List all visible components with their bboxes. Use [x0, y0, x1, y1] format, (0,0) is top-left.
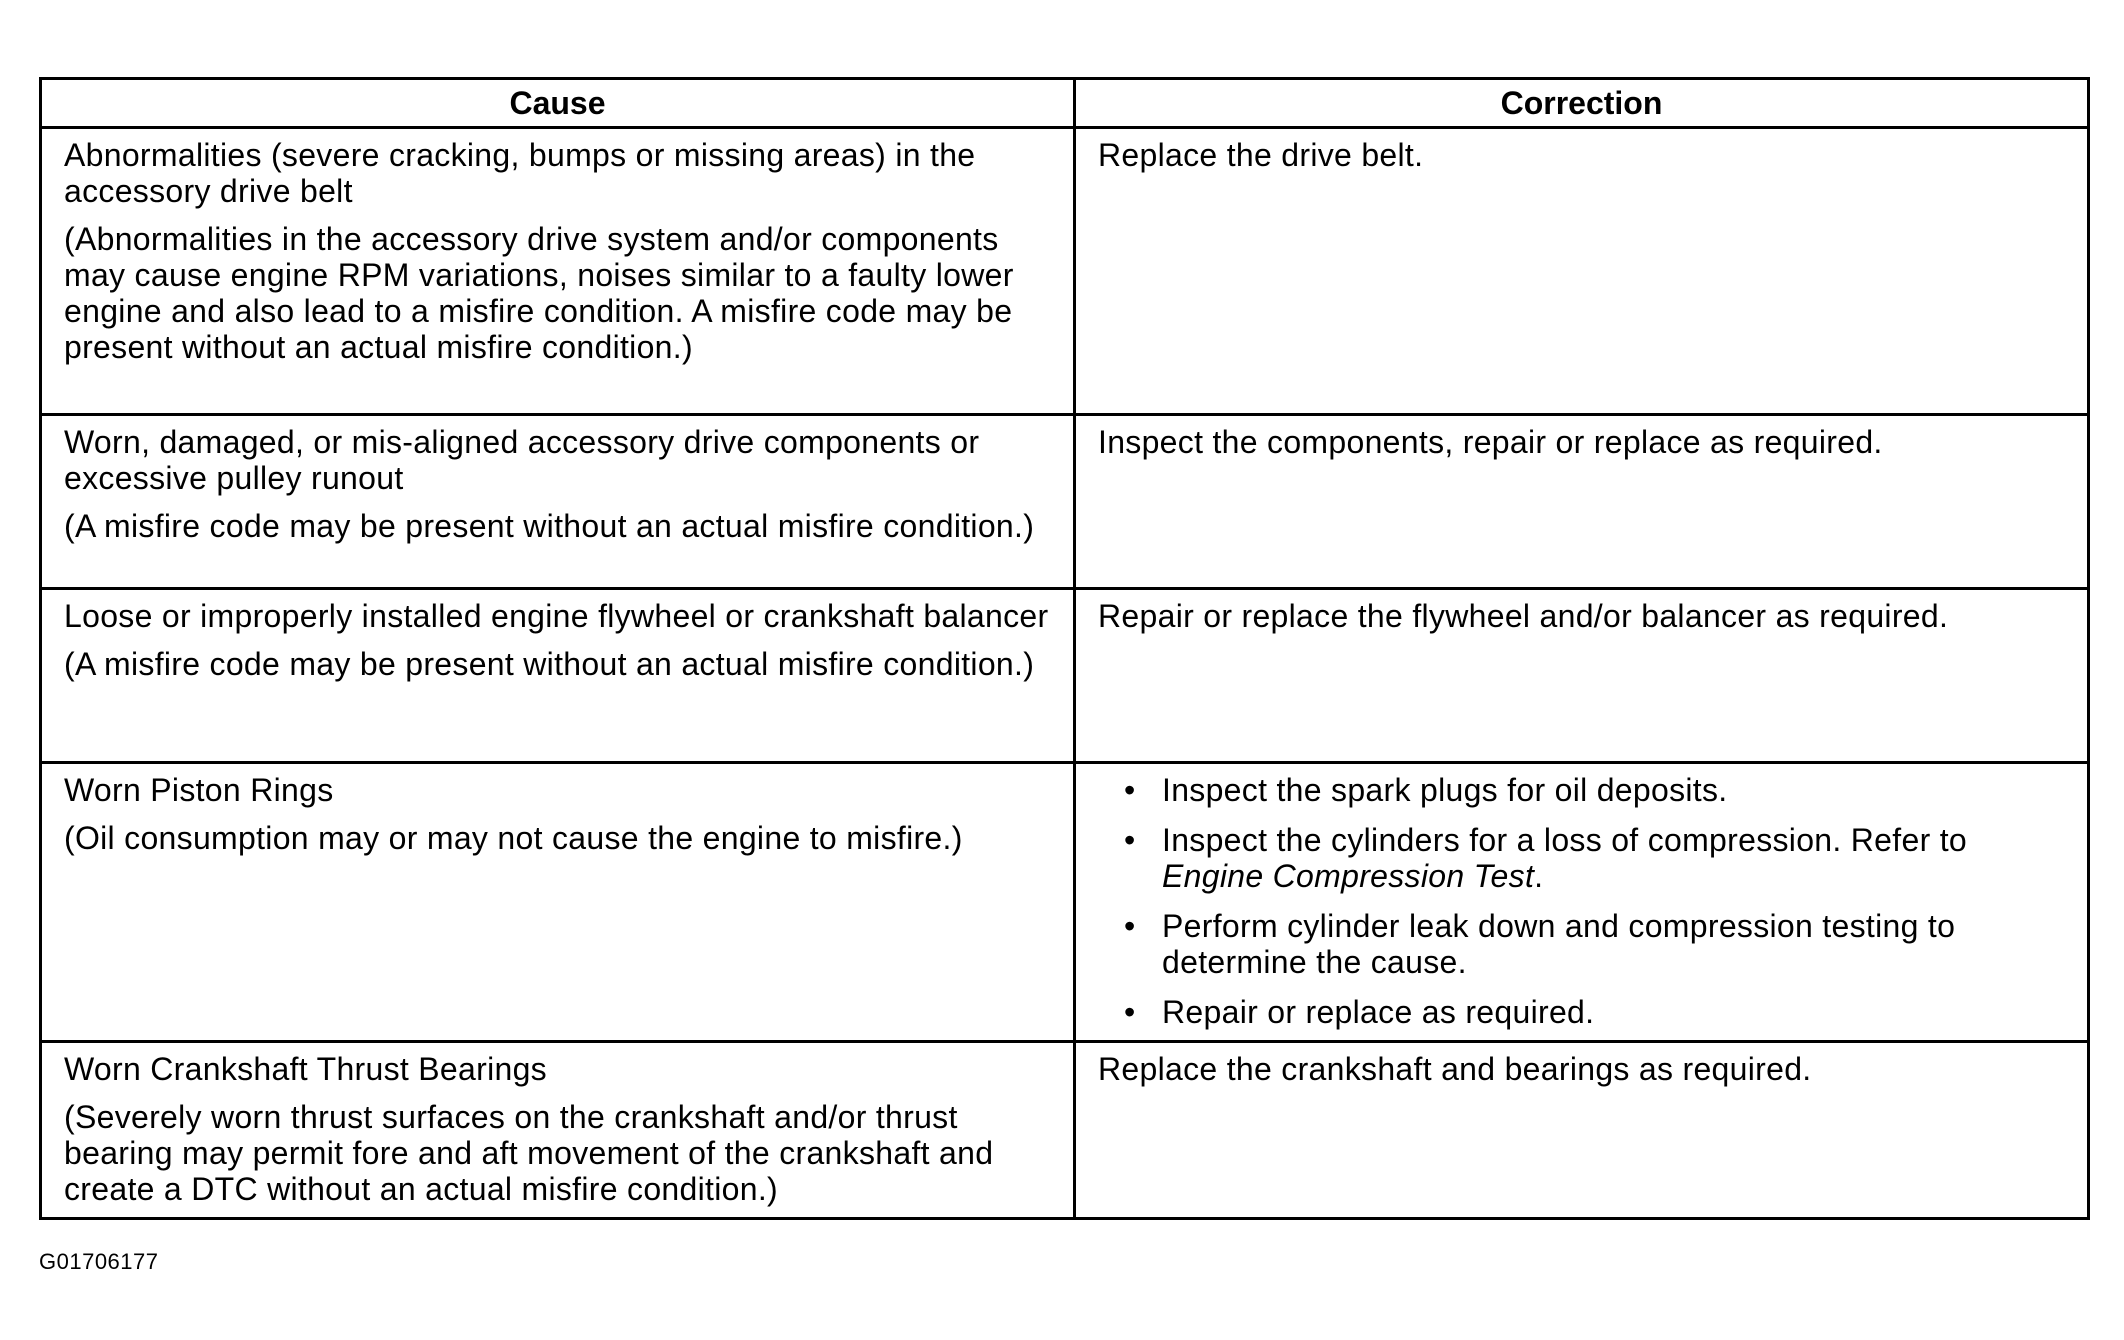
table-row [41, 1042, 2089, 1219]
cause-cell [41, 1042, 1075, 1219]
correction-cell [1075, 415, 2089, 589]
table-row [41, 763, 2089, 1042]
correction-cell [1075, 1042, 2089, 1219]
correction-text: Repair or replace the flywheel and/or balancer as required. [1098, 598, 1949, 634]
correction-cell [1075, 128, 2089, 415]
table-row [41, 415, 2089, 589]
reference-period: . [1534, 858, 1544, 894]
cause-text: Worn Piston Rings [64, 772, 334, 808]
cause-text: Worn Crankshaft Thrust Bearings [64, 1051, 547, 1087]
correction-list [1098, 772, 2069, 1030]
cause-cell [41, 415, 1075, 589]
correction-step: Perform cylinder leak down and compression testing to determine the cause. [1162, 908, 1956, 980]
cause-note: (A misfire code may be present without an actual misfire condition.) [64, 508, 1035, 544]
list-item [1124, 822, 2069, 894]
procedure-reference: Engine Compression Test [1162, 858, 1535, 894]
table-header-row [41, 79, 2089, 128]
correction-text: Replace the drive belt. [1098, 137, 1424, 173]
cause-cell [41, 589, 1075, 763]
table-row [41, 589, 2089, 763]
correction-step: Repair or replace as required. [1162, 994, 1595, 1030]
cause-note: (A misfire code may be present without an actual misfire condition.) [64, 646, 1035, 682]
cause-text: Abnormalities (severe cracking, bumps or missing areas) in the accessory drive belt [64, 137, 976, 209]
cause-text: Worn, damaged, or mis-aligned accessory drive components or excessive pulley runout [64, 424, 980, 496]
correction-cell [1075, 763, 2089, 1042]
correction-step: Inspect the spark plugs for oil deposits. [1162, 772, 1728, 808]
correction-cell [1075, 589, 2089, 763]
cause-text: Loose or improperly installed engine flywheel or crankshaft balancer [64, 598, 1049, 634]
correction-step: Inspect the cylinders for a loss of compression. Refer to [1162, 822, 1968, 858]
cause-column-header: Cause [41, 79, 1075, 128]
list-item [1124, 994, 2069, 1030]
correction-text: Inspect the components, repair or replace as required. [1098, 424, 1883, 460]
list-item [1124, 772, 2069, 808]
list-item [1124, 908, 2069, 980]
correction-text: Replace the crankshaft and bearings as required. [1098, 1051, 1812, 1087]
cause-cell [41, 763, 1075, 1042]
cause-note: (Oil consumption may or may not cause the engine to misfire.) [64, 820, 963, 856]
correction-column-header: Correction [1075, 79, 2089, 128]
cause-cell [41, 128, 1075, 415]
cause-note: (Abnormalities in the accessory drive system and/or components may cause engine RPM variations, noises similar to a faulty lower engine and also lead to a misfire condition. A misfire code may be present without an actual misfire condition.) [64, 221, 1014, 365]
cause-note: (Severely worn thrust surfaces on the crankshaft and/or thrust bearing may permit fore and aft movement of the crankshaft and create a DTC without an actual misfire condition.) [64, 1099, 994, 1207]
table-row [41, 128, 2089, 415]
figure-id: G01706177 [39, 1249, 159, 1274]
diagnostic-table [39, 77, 2090, 1220]
